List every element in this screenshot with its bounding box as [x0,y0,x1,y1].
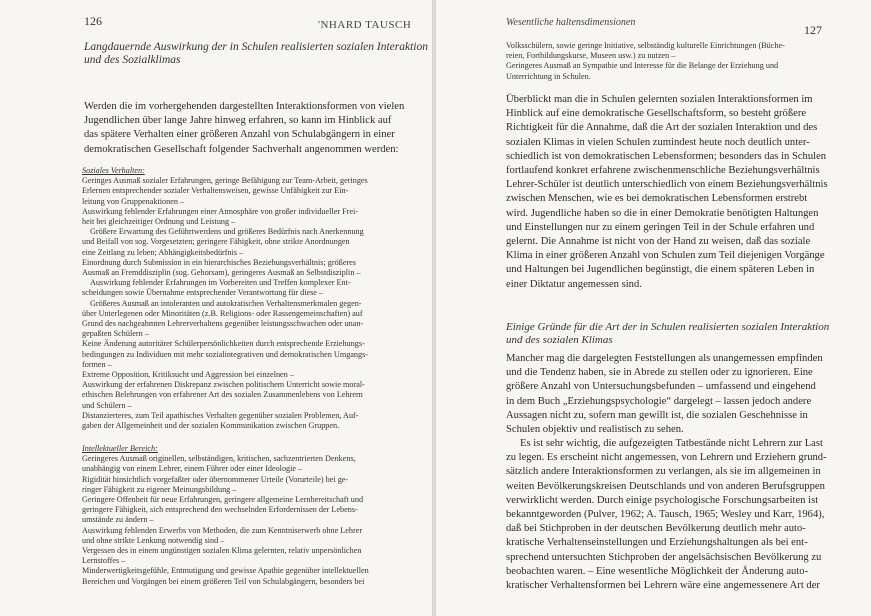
text-line: Werden die im vorhergehenden dargestellten Interaktionsformen von vielen [84,101,405,112]
text-line: Klima in einer größeren Anzahl von Schulen zum Teil diejenigen Vorgänge [506,250,825,262]
text-line: demokratischen Gesellschaft folgender Sachverhalt angenommen werden: [84,143,399,155]
list-line: und Beifall von sog. Vorgesetzten; geringere Fähigkeit, ohne strikte Anordnungen [82,237,350,247]
list-line: gepaßten Schülern – [82,329,149,339]
text-line: Aussagen nicht zu, sofern man gewillt ist, die sozialen Geschehnisse in [506,409,808,421]
section-heading-right [506,321,846,347]
right-page [436,0,871,616]
text-line: wird. Jugendliche haben so die in einer Demokratie benötigten Haltungen [506,207,819,219]
text-line: das spätere Verhalten einer größeren Anzahl von Schulabgängern in einer [84,129,395,141]
list-line: unabhängig von einem Lehrer, einem Führer oder einer Ideologie – [82,464,303,474]
text-line: einer Diktatur angemessen sind. [506,278,642,290]
list-line: Einordnung durch Submission in ein hierarchisches Beziehungsverhältnis; größeres [82,257,356,267]
heading-line: Einige Gründe für die Art der in Schulen realisierten sozialen Interaktion [506,321,830,333]
page-number-left: 126 [84,14,102,28]
list-line: leitung von Gruppenaktionen – [82,196,185,206]
list-line: über Unterlegenen oder Minoritäten (z.B. Religions- oder Rassengemeinschaften) auf [82,308,363,318]
list-line: Auswirkung der erfahrenen Diskrepanz zwischen politischem Unterricht sowie moral- [82,380,365,390]
text-line: und die Tendenz haben, sie in Abrede zu stellen oder zu ignorieren. Eine [506,367,813,379]
list-line: heit bei gleichzeitiger Ordnung und Leistung – [82,217,236,227]
text-line: verwirklicht werden. Durch einige psychologische Forschungsarbeiten ist [506,494,819,506]
text-line: weiten Bevölkerungskreisen Deutschlands und von anderen Berufsgruppen [506,480,825,492]
text-line: beobachten waren. – Eine wesentliche Möglichkeit der Änderung auto- [506,565,809,577]
paragraph-research [506,437,842,593]
paragraph-overview [506,93,842,292]
list-line: Ausmaß an Fremddisziplin (sog. Gehorsam), geringeres Ausmaß an Selbstdisziplin – [82,268,361,278]
text-line: und Haltungen bei Jugendlichen begünstigt, die einem späteren Leben in [506,264,815,276]
text-line: Richtigkeit für die Annahme, daß die Art der sozialen Interaktion und des [506,122,818,134]
text-line: fortlaufend konkret erfahrene zwischenmenschliche Beziehungsverhältnis [506,165,820,177]
list-line: eine Zeitlang zu leben; Abhängigkeitsbedürfnis – [82,247,244,257]
list-line: gaben der Allgemeinheit und der sozialen Kommunikation zwischen Gruppen. [82,421,340,431]
list-line: Geringere Offenheit für neue Erfahrungen, geringere allgemeine Lernbereitschaft und [82,495,364,505]
list-line: reien, Fortbildungskurse, Museen usw.) zu nutzen – [506,51,676,61]
list-line: Geringeres Ausmaß originellen, selbständigen, kritischen, sachzentrierten Denkens, [82,454,356,464]
subheading-intellectual: Intellektueller Bereich: [82,444,158,453]
running-head-left: 'NHARD TAUSCH [318,19,412,31]
list-line: und ohne strikte Lenkung notwendig sind – [82,535,225,545]
text-line: Jugendlichen über lange Jahre hinweg erfahren, so kann im Hinblick auf [84,115,392,127]
list-line: geringere Fähigkeit, sich entsprechend den wechselnden Erfordernissen der Lebens- [82,505,358,515]
list-line: Rigidität hinsichtlich vorgefaßter oder übernommener Urteile (Vorurteile) bei ge- [82,474,349,484]
text-line: sozialen Klimas in vielen Schulen zumindest heute noch deutlich unter- [506,136,810,148]
text-line: Es ist sehr wichtig, die aufgezeigten Tatbestände nicht Lehrern zur Last [520,438,823,449]
text-line: sätzlich andere Interaktionsformen zu verlangen, als sie im allgemeinen in [506,466,821,478]
list-line: Größeres Ausmaß an intoleranten und autokratischen Verhaltensmerkmalen gegen- [90,298,362,308]
section-heading-left [84,41,429,67]
page-number-right: 127 [804,23,822,37]
heading-line: Langdauernde Auswirkung der in Schulen realisierten sozialen Interaktion [84,41,429,53]
text-line: Überblickt man die in Schulen gelernten sozialen Interaktionsformen im [506,94,813,105]
text-line: sprechend untersuchten Stichproben der angelsächsischen Bevölkerung zu [506,551,822,563]
text-line: und Einstellungen nur zu einem geringen Teil in der Schule erfahren und [506,221,815,233]
list-line: Lernstoffes – [82,556,126,566]
text-line: zwischen Menschen, wie es bei demokratischen Lebensformen erstrebt [506,193,808,205]
list-continuation [506,41,836,82]
list-line: Erlernen entsprechender sozialer Verhaltensweisen, gewisse Unfähigkeit zur Ein- [82,186,349,196]
list-line: Distanzierteres, zum Teil apathisches Verhalten gegenüber sozialen Problemen, Auf- [82,410,359,420]
list-line: bedingungen zu Individuen mit mehr sozialintegrativen und demokratischen Umgangs- [82,349,369,359]
list-line: Auswirkung fehlender Erfahrungen einer Atmosphäre von großer individueller Frei- [82,206,359,216]
text-line: bekanntgeworden (Pulver, 1962; A. Tausch, 1965; Wesley und Karr, 1964), [506,509,825,521]
list-line: Bereichen und Vorgängen bei einem größeren Teil von Schulabgängern, besonders bei [82,576,365,586]
paragraph-reasons [506,352,842,437]
running-head-right: Wesentliche haltensdimensionen [506,17,636,28]
left-page [0,0,432,616]
list-line: Grund des nachgeahmten Lehrerverhaltens gegenüber leistungsschwachen oder unan- [82,319,364,329]
list-line: ringer Fähigkeit zu eigener Meinungsbildung – [82,484,237,494]
text-line: zu legen. Es erscheint nicht angemessen, von Lehrern und Erziehern grund- [506,452,827,464]
text-line: in dem Buch „Erziehungspsychologie“ dargelegt – lassen jedoch andere [506,395,812,407]
text-line: schiedlich ist von demokratischen Lebensformen; besonders das in Schulen [506,150,827,162]
list-line: Geringes Ausmaß sozialer Erfahrungen, geringe Befähigung zur Team-Arbeit, geringes [82,176,368,186]
intro-paragraph [84,100,424,157]
list-line: Vergessen des in einem ungünstigen sozialen Klima gelernten, relativ unpersönlichen [82,546,362,556]
heading-line: und des sozialen Klimas [506,334,613,346]
text-line: daß bei Stichproben in der deutschen Bevölkerung deutlich mehr auto- [506,523,806,535]
list-line: Minderwertigkeitsgefühle, Entmutigung und gewisse Apathie gegenüber intellektuellen [82,566,369,576]
text-line: kratische Verhaltenseinstellungen und Erziehungshaltungen als bei ent- [506,537,808,549]
list-line: und Schülern – [82,400,132,410]
list-line: Keine Änderung autoritärer Schülerpersönlichkeiten durch entsprechende Erziehungs- [82,339,365,349]
list-line: Unterrichtung in Schulen. [506,71,591,81]
text-line: Hinblick auf eine demokratische Gesellschaftsform, so besteht größere [506,108,807,120]
heading-line: und des Sozialklimas [84,54,181,66]
list-line: Auswirkung fehlender Erfahrungen im Vorbereiten und Treffen komplexer Ent- [90,278,351,288]
list-line: Extreme Opposition, Kritiksucht und Aggression bei einzelnen – [82,370,294,380]
list-line: ethischen Belehrungen von erfahrener Art des sozialen Zusammenlebens von Lehrern [82,390,363,400]
text-line: Lehrer-Schüler ist deutlich unterschiedlich von einem Beziehungsverhältnis [506,179,828,191]
list-line: Geringeres Ausmaß an Sympathie und Interesse für die Belange der Erziehung und [506,61,779,71]
text-line: gelernt. Die Annahme ist nicht von der Hand zu weisen, daß das soziale [506,236,811,248]
text-line: größere Anzahl von Untersuchungsbefunden – umfassend und eingehend [506,381,816,393]
social-behavior-list [82,166,428,431]
intellectual-list [82,444,428,587]
list-line: Volksschülern, sowie geringe Initiative, selbständig kulturelle Einrichtungen (Büche- [506,41,785,50]
list-line: Größere Erwartung des Geführtwerdens und größeres Bedürfnis nach Anerkennung [90,227,364,237]
text-line: Schulen objektiv und realistisch zu sehen. [506,424,684,436]
list-line: umstände zu ändern – [82,515,154,525]
list-line: scheidungen sowie Übernahme entsprechender Verantwortung für diese – [82,288,324,298]
subheading-social: Soziales Verhalten: [82,166,145,175]
list-line: Auswirkung fehlenden Erwerbs von Methoden, die zum Kenntniserwerb ohne Lehrer [82,525,363,535]
text-line: kratischer Verhaltensformen bei Lehrern wäre eine angemessenere Art der [506,580,820,592]
list-line: formen – [82,359,112,369]
text-line: Mancher mag die dargelegten Feststellungen als unangemessen empfinden [506,353,823,364]
